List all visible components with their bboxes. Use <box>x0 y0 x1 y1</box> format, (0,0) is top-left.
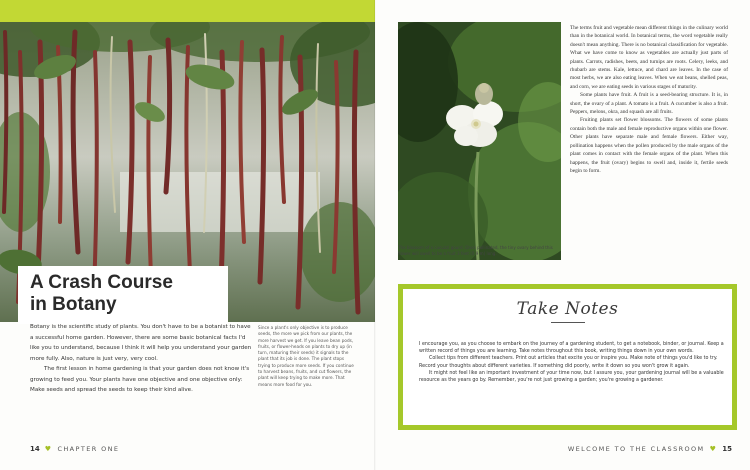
right-running-head: WELCOME TO THE CLASSROOM <box>567 445 705 453</box>
book-gutter <box>374 0 376 470</box>
take-notes-box <box>398 284 737 430</box>
right-page-number: 15 <box>722 445 732 453</box>
sidebar-note: Since a plant's only objective is to produce seeds, the more we pick from our plants, the more harvest we get. If you leave bean pods, fruits, or flower-heads on plants to dry up (in turn, maturing their seeds) it signals to the plant that its job is done. The plant stops trying to produce more seeds. If you continue to harvest beans, fruits, and cut flowers, the plant will keep trying to make more. That means more food for you. <box>258 325 354 387</box>
accent-band <box>0 0 375 22</box>
left-paragraph-1: Botany is the scientific study of plants. You don't have to be a botanist to have a successful home garden. However, there are some basic botanical facts I'd like you to understand, because I think it will help you understand your garden more fully. Also, nature is just very, very cool. <box>30 324 252 362</box>
left-paragraph-2: The first lesson in home gardening is that your garden does not know it's growing to feed you. Your plants have one objective and one objective only: Make seeds and spread the seeds to keep their kind alive. <box>30 366 250 393</box>
right-folio <box>568 445 732 453</box>
left-running-head: CHAPTER ONE <box>57 445 120 453</box>
right-paragraph-2: Some plants have fruit. A fruit is a seed-bearing structure. It is, in short, the ovary of a plant. A tomato is a fruit. A cucumber is also a fruit. Peppers, melons, okra, and squash are all fruits. <box>570 92 728 116</box>
chapter-section-title <box>30 272 230 316</box>
notes-paragraph-2: Collect tips from different teachers. Print out articles that excite you or inspire you. Make note of things you'd like to try. Record your thoughts about different varieties. If something did poorly, write it down so you won't grow it again. <box>419 356 718 369</box>
title-underline <box>551 322 585 323</box>
right-body-text <box>570 24 728 175</box>
right-paragraph-1: The terms fruit and vegetable mean different things in the culinary world than in the botanical world. In botanical terms, the word vegetable really doesn't mean anything. There is no botanical classification for vegetable. What we have come to know as vegetables are actually just parts of plants. Carrots, radishes, beets, and turnips are roots. Celery, leeks, and rhubarb are stems. Kale, lettuce, and chard are leaves. In the case of most herbs, we are also eating leaves. When we eat beans, shelled peas, and corn, we are eating seeds in various stages of maturity. <box>570 25 728 90</box>
gourd-blossom-photo <box>398 22 561 260</box>
take-notes-body <box>419 341 726 384</box>
heart-icon: ♥ <box>44 445 53 453</box>
notes-paragraph-1: I encourage you, as you choose to embark on the journey of a gardening student, to get a notebook, binder, or journal. Keep a written record of things you are learning. Take notes throughout this book, writing things down in your own words. <box>419 342 724 355</box>
right-paragraph-3: Fruiting plants set flower blossoms. The flowers of some plants contain both the male and female reproductive organs within one flower. Other plants have separate male and female flowers. Either way, pollination happens when the pollen produced by the male organs of the plant comes in contact with the female organs of the plant. When this happens, the fruit (ovary) begins to swell and, inside it, fertile seeds begin to form. <box>570 117 728 174</box>
title-line-2: in Botany <box>30 294 117 315</box>
left-folio <box>30 445 119 453</box>
notes-paragraph-3: It might not feel like an important investment of your time now, but I assure you, your gardening journal will be a valuable resource as the years go by. Remember, you're not just growing a garden; you're growing a gardener. <box>419 370 724 384</box>
title-line-1: A Crash Course <box>30 272 173 293</box>
left-page-number: 14 <box>30 445 40 453</box>
left-body-text <box>30 322 252 396</box>
heart-icon: ♥ <box>709 445 718 453</box>
photo-caption: The blossom of a cucuzzi gourd. Once pollinated, the tiny ovary behind this flower will swell to be a fruit 3 feet (0.9 m) long. <box>398 245 553 256</box>
take-notes-title: Take Notes <box>516 299 619 319</box>
